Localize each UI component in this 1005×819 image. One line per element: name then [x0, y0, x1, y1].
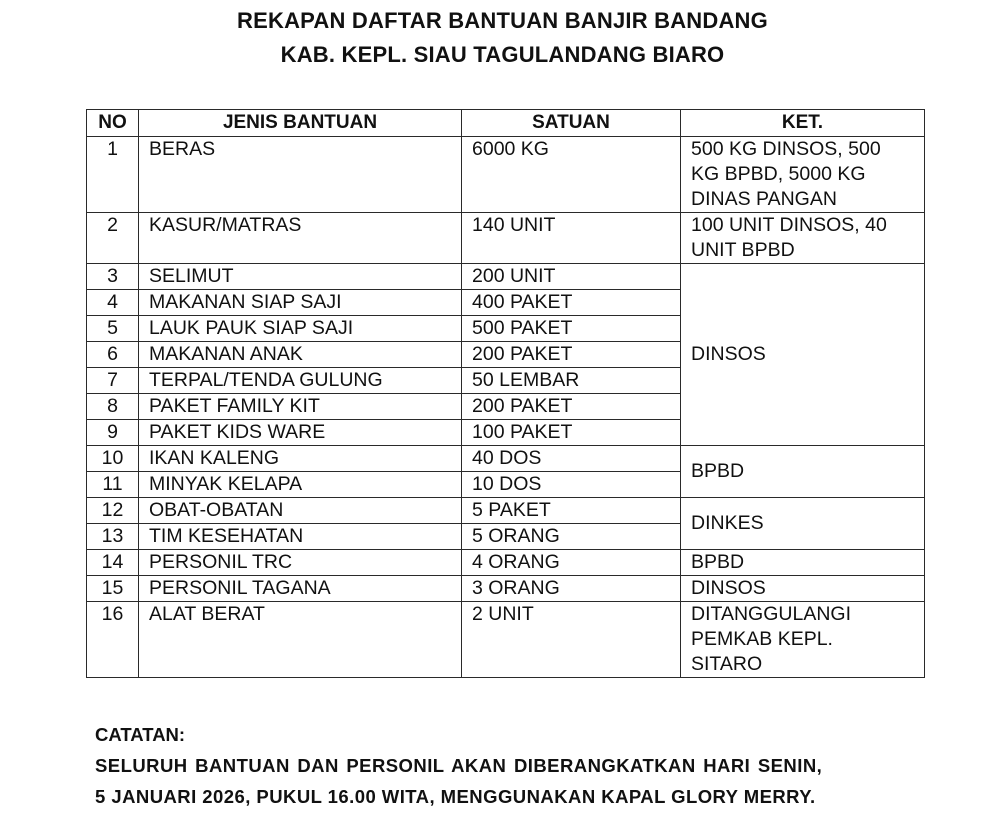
cell-satuan: 200 PAKET [462, 394, 681, 420]
cell-no: 1 [87, 137, 139, 213]
table-row [87, 264, 925, 290]
cell-no: 4 [87, 290, 139, 316]
cell-jenis: PAKET KIDS WARE [139, 420, 462, 446]
cell-satuan: 50 LEMBAR [462, 368, 681, 394]
cell-satuan: 40 DOS [462, 446, 681, 472]
cell-ket [681, 137, 925, 213]
cell-jenis: SELIMUT [139, 264, 462, 290]
cell-satuan: 10 DOS [462, 472, 681, 498]
cell-satuan: 4 ORANG [462, 550, 681, 576]
table-row [87, 550, 925, 576]
cell-satuan: 2 UNIT [462, 602, 681, 678]
cell-no: 7 [87, 368, 139, 394]
ket-line: PEMKAB KEPL. [691, 628, 833, 650]
cell-jenis: TERPAL/TENDA GULUNG [139, 368, 462, 394]
cell-jenis: PERSONIL TAGANA [139, 576, 462, 602]
document-title-line-2: KAB. KEPL. SIAU TAGULANDANG BIARO [280, 42, 725, 67]
cell-no: 14 [87, 550, 139, 576]
cell-jenis: TIM KESEHATAN [139, 524, 462, 550]
cell-satuan: 200 UNIT [462, 264, 681, 290]
cell-jenis: PERSONIL TRC [139, 550, 462, 576]
cell-no: 16 [87, 602, 139, 678]
cell-ket [681, 602, 925, 678]
cell-jenis: BERAS [139, 137, 462, 213]
table-row [87, 446, 925, 472]
cell-satuan: 5 PAKET [462, 498, 681, 524]
table-header-row [87, 110, 925, 137]
cell-jenis: OBAT-OBATAN [139, 498, 462, 524]
cell-satuan: 5 ORANG [462, 524, 681, 550]
cell-jenis: LAUK PAUK SIAP SAJI [139, 316, 462, 342]
ket-line: 500 KG DINSOS, 500 [691, 138, 881, 160]
cell-no: 13 [87, 524, 139, 550]
cell-jenis: MAKANAN ANAK [139, 342, 462, 368]
cell-no: 11 [87, 472, 139, 498]
cell-satuan: 100 PAKET [462, 420, 681, 446]
table-row [87, 213, 925, 264]
ket-line: UNIT BPBD [691, 239, 795, 261]
aid-recap-table [86, 109, 925, 678]
cell-jenis: MAKANAN SIAP SAJI [139, 290, 462, 316]
cell-jenis: KASUR/MATRAS [139, 213, 462, 264]
document-title-line-1: REKAPAN DAFTAR BANTUAN BANJIR BANDANG [237, 8, 768, 33]
cell-jenis: IKAN KALENG [139, 446, 462, 472]
cell-no: 2 [87, 213, 139, 264]
cell-no: 15 [87, 576, 139, 602]
cell-no: 5 [87, 316, 139, 342]
cell-no: 9 [87, 420, 139, 446]
cell-ket: DINSOS [681, 576, 925, 602]
ket-line: DINAS PANGAN [691, 188, 837, 210]
cell-no: 3 [87, 264, 139, 290]
table-row [87, 498, 925, 524]
header-jenis-bantuan: JENIS BANTUAN [139, 110, 462, 137]
cell-jenis: MINYAK KELAPA [139, 472, 462, 498]
header-satuan: SATUAN [462, 110, 681, 137]
cell-ket-merged: DINSOS [681, 264, 925, 446]
ket-line: DITANGGULANGI [691, 603, 851, 625]
ket-line: KG BPBD, 5000 KG [691, 163, 866, 185]
cell-no: 8 [87, 394, 139, 420]
note-line-2: 5 JANUARI 2026, PUKUL 16.00 WITA, MENGGUNAKAN KAPAL GLORY MERRY. [95, 786, 816, 807]
cell-ket: BPBD [681, 550, 925, 576]
note-heading: CATATAN: [95, 724, 186, 745]
cell-satuan: 6000 KG [462, 137, 681, 213]
cell-ket [681, 213, 925, 264]
header-no: NO [87, 110, 139, 137]
cell-no: 10 [87, 446, 139, 472]
cell-no: 6 [87, 342, 139, 368]
cell-ket-merged: BPBD [681, 446, 925, 498]
cell-satuan: 200 PAKET [462, 342, 681, 368]
cell-satuan: 400 PAKET [462, 290, 681, 316]
note-line-1: SELURUH BANTUAN DAN PERSONIL AKAN DIBERANGKATKAN HARI SENIN, [95, 755, 823, 776]
cell-no: 12 [87, 498, 139, 524]
cell-satuan: 140 UNIT [462, 213, 681, 264]
table-row [87, 602, 925, 678]
header-ket: KET. [681, 110, 925, 137]
cell-ket-merged: DINKES [681, 498, 925, 550]
ket-line: SITARO [691, 653, 763, 675]
ket-line: 100 UNIT DINSOS, 40 [691, 214, 887, 236]
table-row [87, 576, 925, 602]
cell-satuan: 3 ORANG [462, 576, 681, 602]
cell-satuan: 500 PAKET [462, 316, 681, 342]
cell-jenis: PAKET FAMILY KIT [139, 394, 462, 420]
cell-jenis: ALAT BERAT [139, 602, 462, 678]
table-row [87, 137, 925, 213]
